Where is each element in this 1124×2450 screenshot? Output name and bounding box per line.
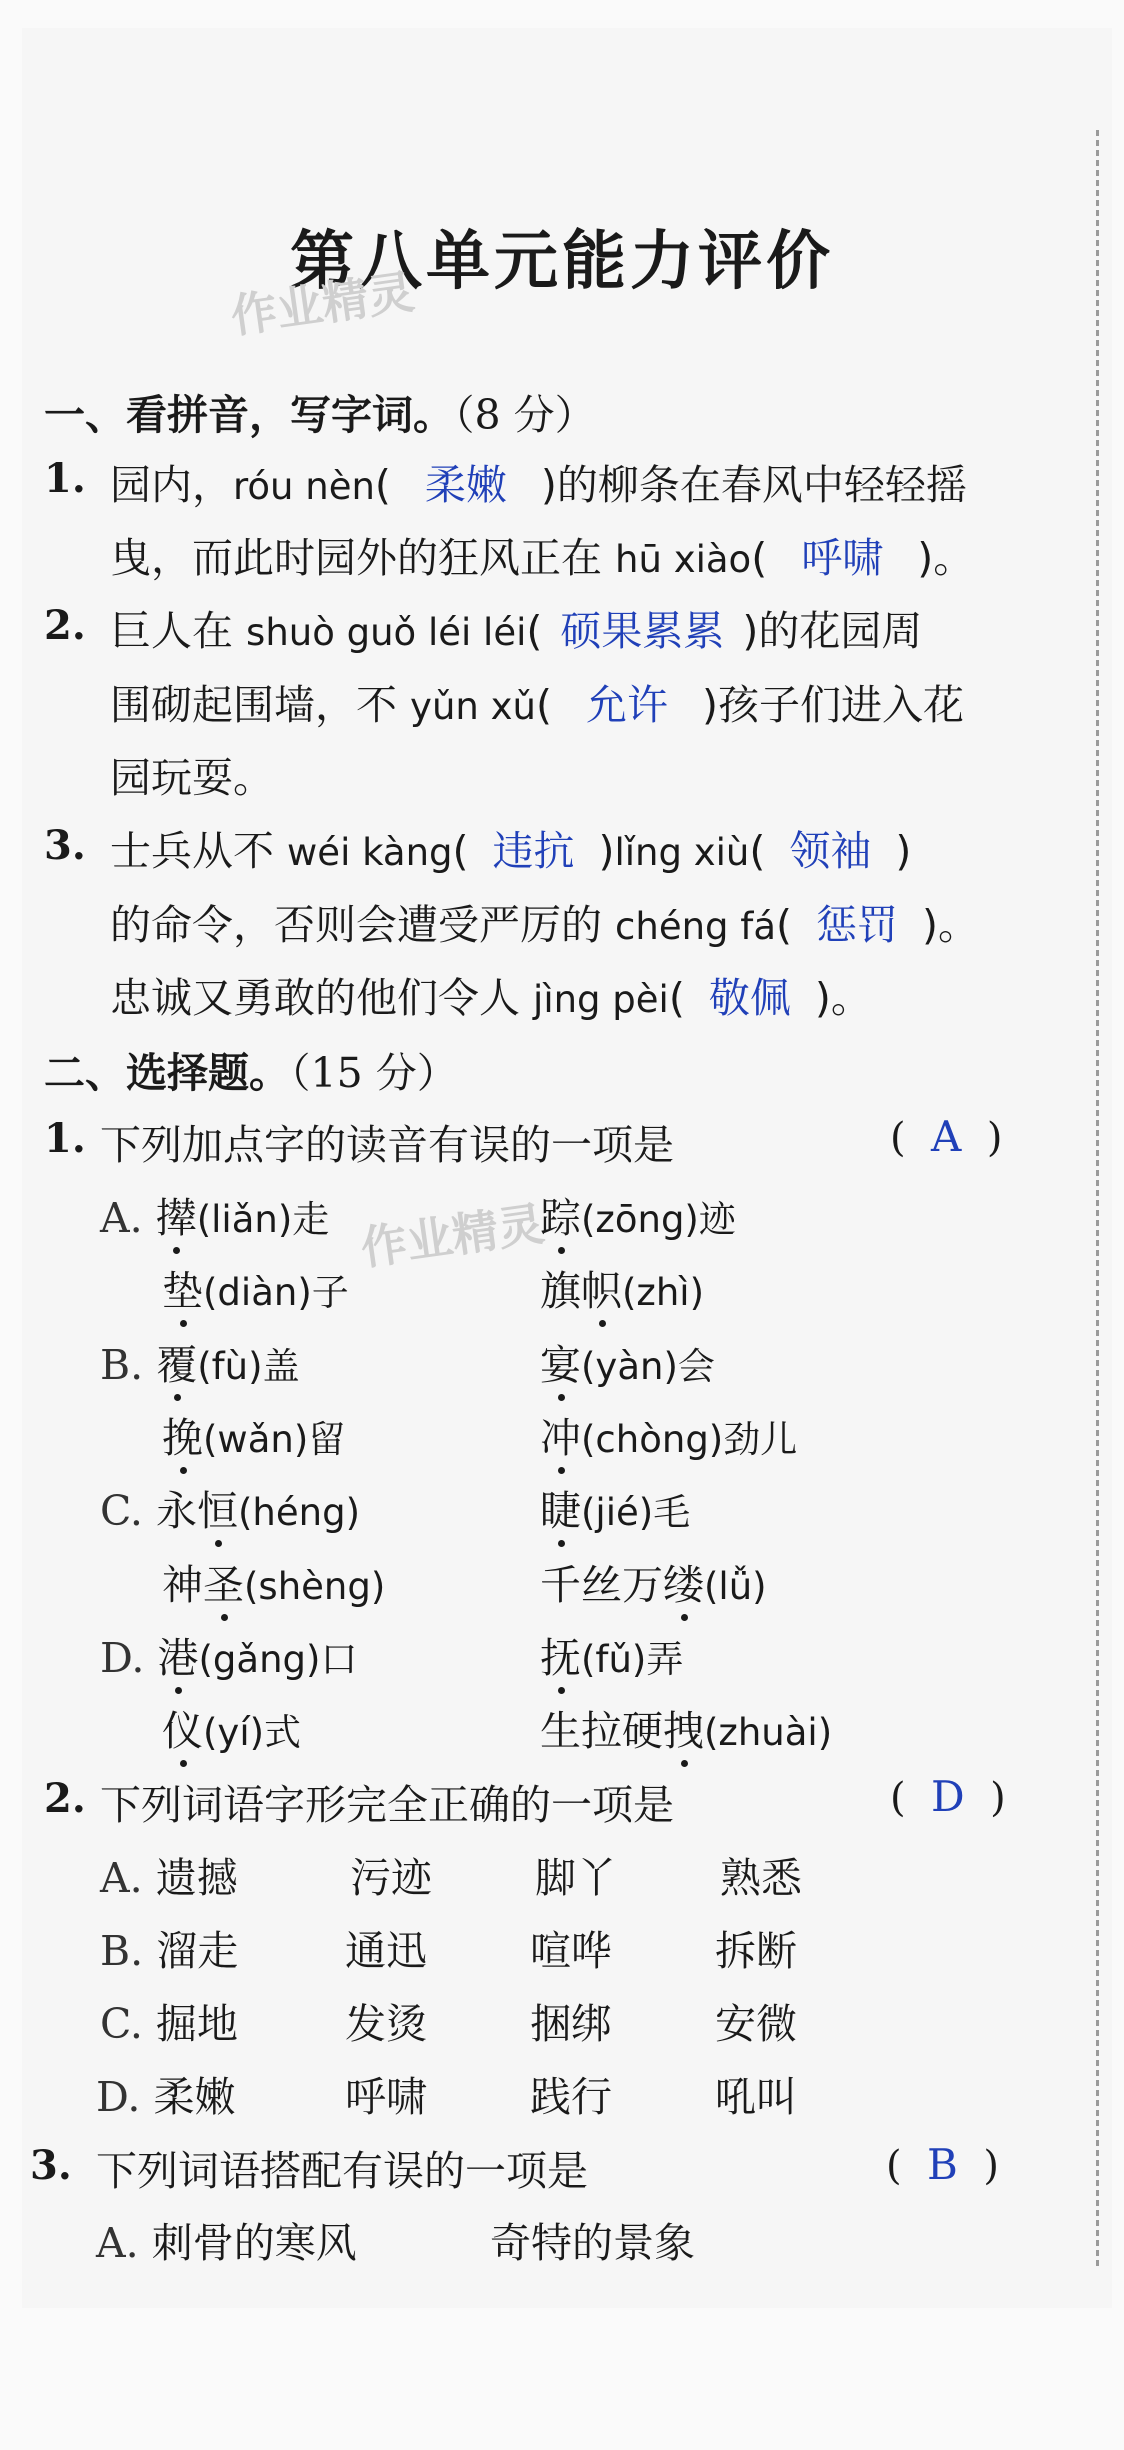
s2-q1-option-d: D. 港(gǎng)口 [100, 1625, 357, 1684]
s2-q1-option-a: A. 撵(liǎn)走 [100, 1185, 329, 1244]
s2-q1-option-b-4: 冲(chòng)劲儿 [540, 1405, 797, 1464]
s2-q2-option-c: C. 掘地 [100, 2000, 238, 2048]
s2-q3-option-a-w2: 奇特的景象 [490, 2219, 695, 2267]
s2-q2-option-c-w2: 发烫 [345, 2000, 427, 2048]
s1-q2-line2: 围砌起围墙，不 yǔn xǔ( 允许 )孩子们进入花 [110, 672, 964, 731]
s2-q1-option-d-2: 抚(fǔ)弄 [540, 1625, 683, 1684]
s2-q1-option-c-3: 神圣(shèng) [162, 1552, 385, 1611]
s2-q1-option-a-3: 垫(diàn)子 [162, 1258, 349, 1317]
s1-q1-line1: 园内，róu nèn( 柔嫩 )的柳条在春风中轻轻摇 [110, 452, 967, 511]
s2-q2-option-b: B. 溜走 [100, 1927, 239, 1975]
s2-q1-option-a-4: 旗帜(zhì) [540, 1258, 704, 1317]
s2-q1-answer-box: ( A ) [890, 1112, 1003, 1161]
s2-q2-num: 2. [44, 1775, 86, 1822]
s2-q2-option-d-w2: 呼啸 [345, 2073, 427, 2121]
s1-q2-line1: 巨人在 shuò guǒ léi léi( 硕果累累 )的花园周 [110, 598, 922, 657]
s2-q1-option-b: B. 覆(fù)盖 [100, 1332, 300, 1391]
s2-q1-option-d-4: 生拉硬拽(zhuài) [540, 1698, 832, 1757]
s2-q1-option-c-2: 睫(jié)毛 [540, 1478, 690, 1537]
s1-q2-num: 2. [44, 602, 86, 649]
answer-text: B [927, 2140, 958, 2189]
s2-q2-option-b-w4: 拆断 [715, 1927, 797, 1975]
section2-heading: 二、选择题。（15 分） [44, 1049, 458, 1097]
answer-text: 允许 [585, 681, 668, 729]
answer-text: 硕果累累 [560, 607, 725, 655]
s2-q1-option-a-2: 踪(zōng)迹 [540, 1185, 736, 1244]
answer-text: 敬佩 [708, 974, 791, 1022]
s2-q1-num: 1. [44, 1115, 86, 1162]
s2-q2-option-d-w3: 践行 [530, 2073, 612, 2121]
s2-q2-answer-box: ( D ) [890, 1772, 1006, 1821]
s2-q3-option-a: A. 刺骨的寒风 [96, 2219, 357, 2267]
s2-q2-option-d: D. 柔嫩 [96, 2073, 236, 2121]
s2-q2-option-a-w3: 脚丫 [535, 1854, 617, 1902]
answer-text: D [931, 1772, 965, 1821]
s2-q1-option-d-3: 仪(yí)式 [162, 1698, 301, 1757]
s2-q2-option-b-w3: 喧哗 [530, 1927, 612, 1975]
s1-q3-line2: 的命令，否则会遭受严厉的 chéng fá( 惩罚 )。 [110, 892, 979, 951]
watermark: 作业精灵 [357, 1196, 548, 1276]
s1-q3-num: 3. [44, 822, 86, 869]
s1-q1-num: 1. [44, 455, 86, 502]
answer-text: 领袖 [789, 827, 872, 875]
s2-q1-stem: 下列加点字的读音有误的一项是 [100, 1121, 674, 1169]
answer-text: 柔嫩 [424, 461, 507, 509]
s2-q3-stem: 下列词语搭配有误的一项是 [96, 2147, 588, 2195]
s2-q2-option-a: A. 遗撼 [100, 1854, 238, 1902]
s2-q2-stem: 下列词语字形完全正确的一项是 [100, 1781, 674, 1829]
watermark: 作业精灵 [227, 264, 418, 344]
s2-q3-answer-box: ( B ) [886, 2140, 999, 2189]
s2-q2-option-c-w4: 安微 [715, 2000, 797, 2048]
answer-text: 惩罚 [816, 901, 899, 949]
s2-q1-option-b-3: 挽(wǎn)留 [162, 1405, 345, 1464]
section1-heading: 一、看拼音，写字词。（8 分） [44, 391, 596, 439]
margin-line [1096, 130, 1099, 2270]
s2-q2-option-d-w4: 吼叫 [715, 2073, 797, 2121]
s1-q1-line2: 曳，而此时园外的狂风正在 hū xiào( 呼啸 )。 [110, 525, 974, 584]
s1-q2-line3: 园玩耍。 [110, 754, 274, 802]
s2-q3-num: 3. [30, 2142, 72, 2189]
s2-q1-option-b-2: 宴(yàn)会 [540, 1332, 715, 1391]
answer-text: 呼啸 [801, 534, 884, 582]
s1-q3-line3: 忠诚又勇敢的他们令人 jìng pèi( 敬佩 )。 [110, 965, 872, 1024]
answer-text: 违抗 [492, 827, 575, 875]
answer-text: A [931, 1112, 962, 1161]
page-title: 第八单元能力评价 [290, 225, 834, 299]
s1-q3-line1: 士兵从不 wéi kàng( 违抗 )lǐng xiù( 领袖 ) [110, 818, 911, 877]
s2-q2-option-c-w3: 捆绑 [530, 2000, 612, 2048]
s2-q2-option-a-w4: 熟悉 [720, 1854, 802, 1902]
s2-q1-option-c-4: 千丝万缕(lǚ) [540, 1552, 767, 1611]
s2-q2-option-b-w2: 通迅 [345, 1927, 427, 1975]
s2-q2-option-a-w2: 污迹 [350, 1854, 432, 1902]
s2-q1-option-c: C. 永恒(héng) [100, 1478, 360, 1537]
